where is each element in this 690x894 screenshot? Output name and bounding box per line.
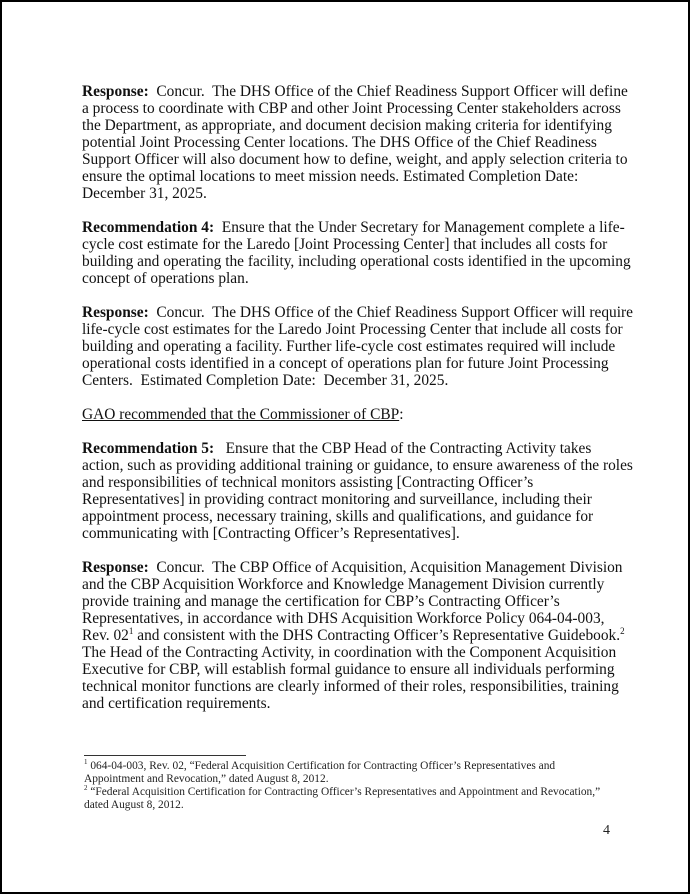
recommendation-label: Recommendation 5: [82,440,215,457]
text-line: operational costs identified in a concept of operations plan for future Joint Processing [82,355,609,372]
page-number: 4 [603,823,610,838]
footnote-1 [84,760,624,786]
footnote-number: 1 [84,758,88,766]
text-line: concept of operations plan. [82,270,249,287]
response-paragraph-1 [82,83,628,202]
text-line: a process to coordinate with CBP and other Joint Processing Center stakeholders across [82,100,621,117]
text-line: the Department, as appropriate, and document decision making criteria for identifying [82,117,612,134]
section-heading: GAO recommended that the Commissioner of CBP [82,406,400,423]
footnote-text: 064-04-003, Rev. 02, “Federal Acquisition Certification for Contracting Officer’s Representatives and [87,760,556,772]
gao-recommendation-heading [82,406,622,423]
footnote-text: “Federal Acquisition Certification for Contracting Officer’s Representatives and Appointment and Revocation,” [87,786,601,798]
text-line: Representatives] in providing contract monitoring and surveillance, including their [82,491,592,508]
text-line: Concur. The DHS Office of the Chief Readiness Support Officer will define [148,83,628,100]
text-line: Concur. The CBP Office of Acquisition, Acquisition Management Division [148,559,623,576]
text-line: The Head of the Contracting Activity, in coordination with the Component Acquisition [82,644,617,661]
text-line: cycle cost estimate for the Laredo [Joint Processing Center] that includes all costs for [82,236,608,253]
text-line: Ensure that the CBP Head of the Contracting Activity takes [214,440,592,457]
text-line: life-cycle cost estimates for the Laredo Joint Processing Center that include all costs for [82,321,623,338]
text-line: and responsibilities of technical monitors assisting [Contracting Officer’s [82,474,534,491]
page-body [82,83,633,729]
footnote-number: 2 [84,784,88,792]
footnote-text: Appointment and Revocation,” dated August 8, 2012. [84,773,329,785]
recommendation-4-paragraph [82,219,631,287]
text-line: Rev. 02 [82,627,129,644]
text-line: and consistent with the DHS Contracting Officer’s Representative Guidebook. [133,627,621,644]
footnote-text: dated August 8, 2012. [84,799,184,811]
response-label: Response: [82,559,149,576]
heading-colon: : [399,406,404,423]
text-line: communicating with [Contracting Officer’s Representatives]. [82,525,460,542]
text-line: ensure the optimal locations to meet mission needs. Estimated Completion Date: [82,168,579,185]
text-line: Centers. Estimated Completion Date: December 31, 2025. [82,372,449,389]
text-line: provide training and manage the certification for CBP’s Contracting Officer’s [82,593,560,610]
response-paragraph-2 [82,304,633,389]
text-line: Ensure that the Under Secretary for Management complete a life- [214,219,625,236]
footnote-ref-1[interactable]: 1 [128,626,134,636]
footnote-divider [84,755,246,756]
text-line: Executive for CBP, will establish formal guidance to ensure all individuals performing [82,661,615,678]
text-line: Support Officer will also document how to define, weight, and apply selection criteria to [82,151,628,168]
recommendation-label: Recommendation 4: [82,219,215,236]
text-line: Concur. The DHS Office of the Chief Readiness Support Officer will require [148,304,633,321]
text-line: Representatives, in accordance with DHS Acquisition Workforce Policy 064-04-003, [82,610,605,627]
response-paragraph-3 [82,559,625,712]
text-line: December 31, 2025. [82,185,207,202]
text-line: potential Joint Processing Center locations. The DHS Office of the Chief Readiness [82,134,597,151]
text-line: action, such as providing additional training or guidance, to ensure awareness of the roles [82,457,633,474]
text-line: and the CBP Acquisition Workforce and Knowledge Management Division currently [82,576,605,593]
footnotes [84,760,624,812]
footnote-2 [84,786,624,812]
footnote-ref-2[interactable]: 2 [620,626,625,636]
response-label: Response: [82,83,149,100]
text-line: technical monitor functions are clearly informed of their roles, responsibilities, training [82,678,619,695]
text-line: building and operating a facility. Further life-cycle cost estimates required will include [82,338,616,355]
text-line: and certification requirements. [82,695,271,712]
text-line: appointment process, necessary training, skills and qualifications, and guidance for [82,508,594,525]
response-label: Response: [82,304,149,321]
recommendation-5-paragraph [82,440,633,542]
text-line: building and operating the facility, including operational costs identified in the upcoming [82,253,631,270]
